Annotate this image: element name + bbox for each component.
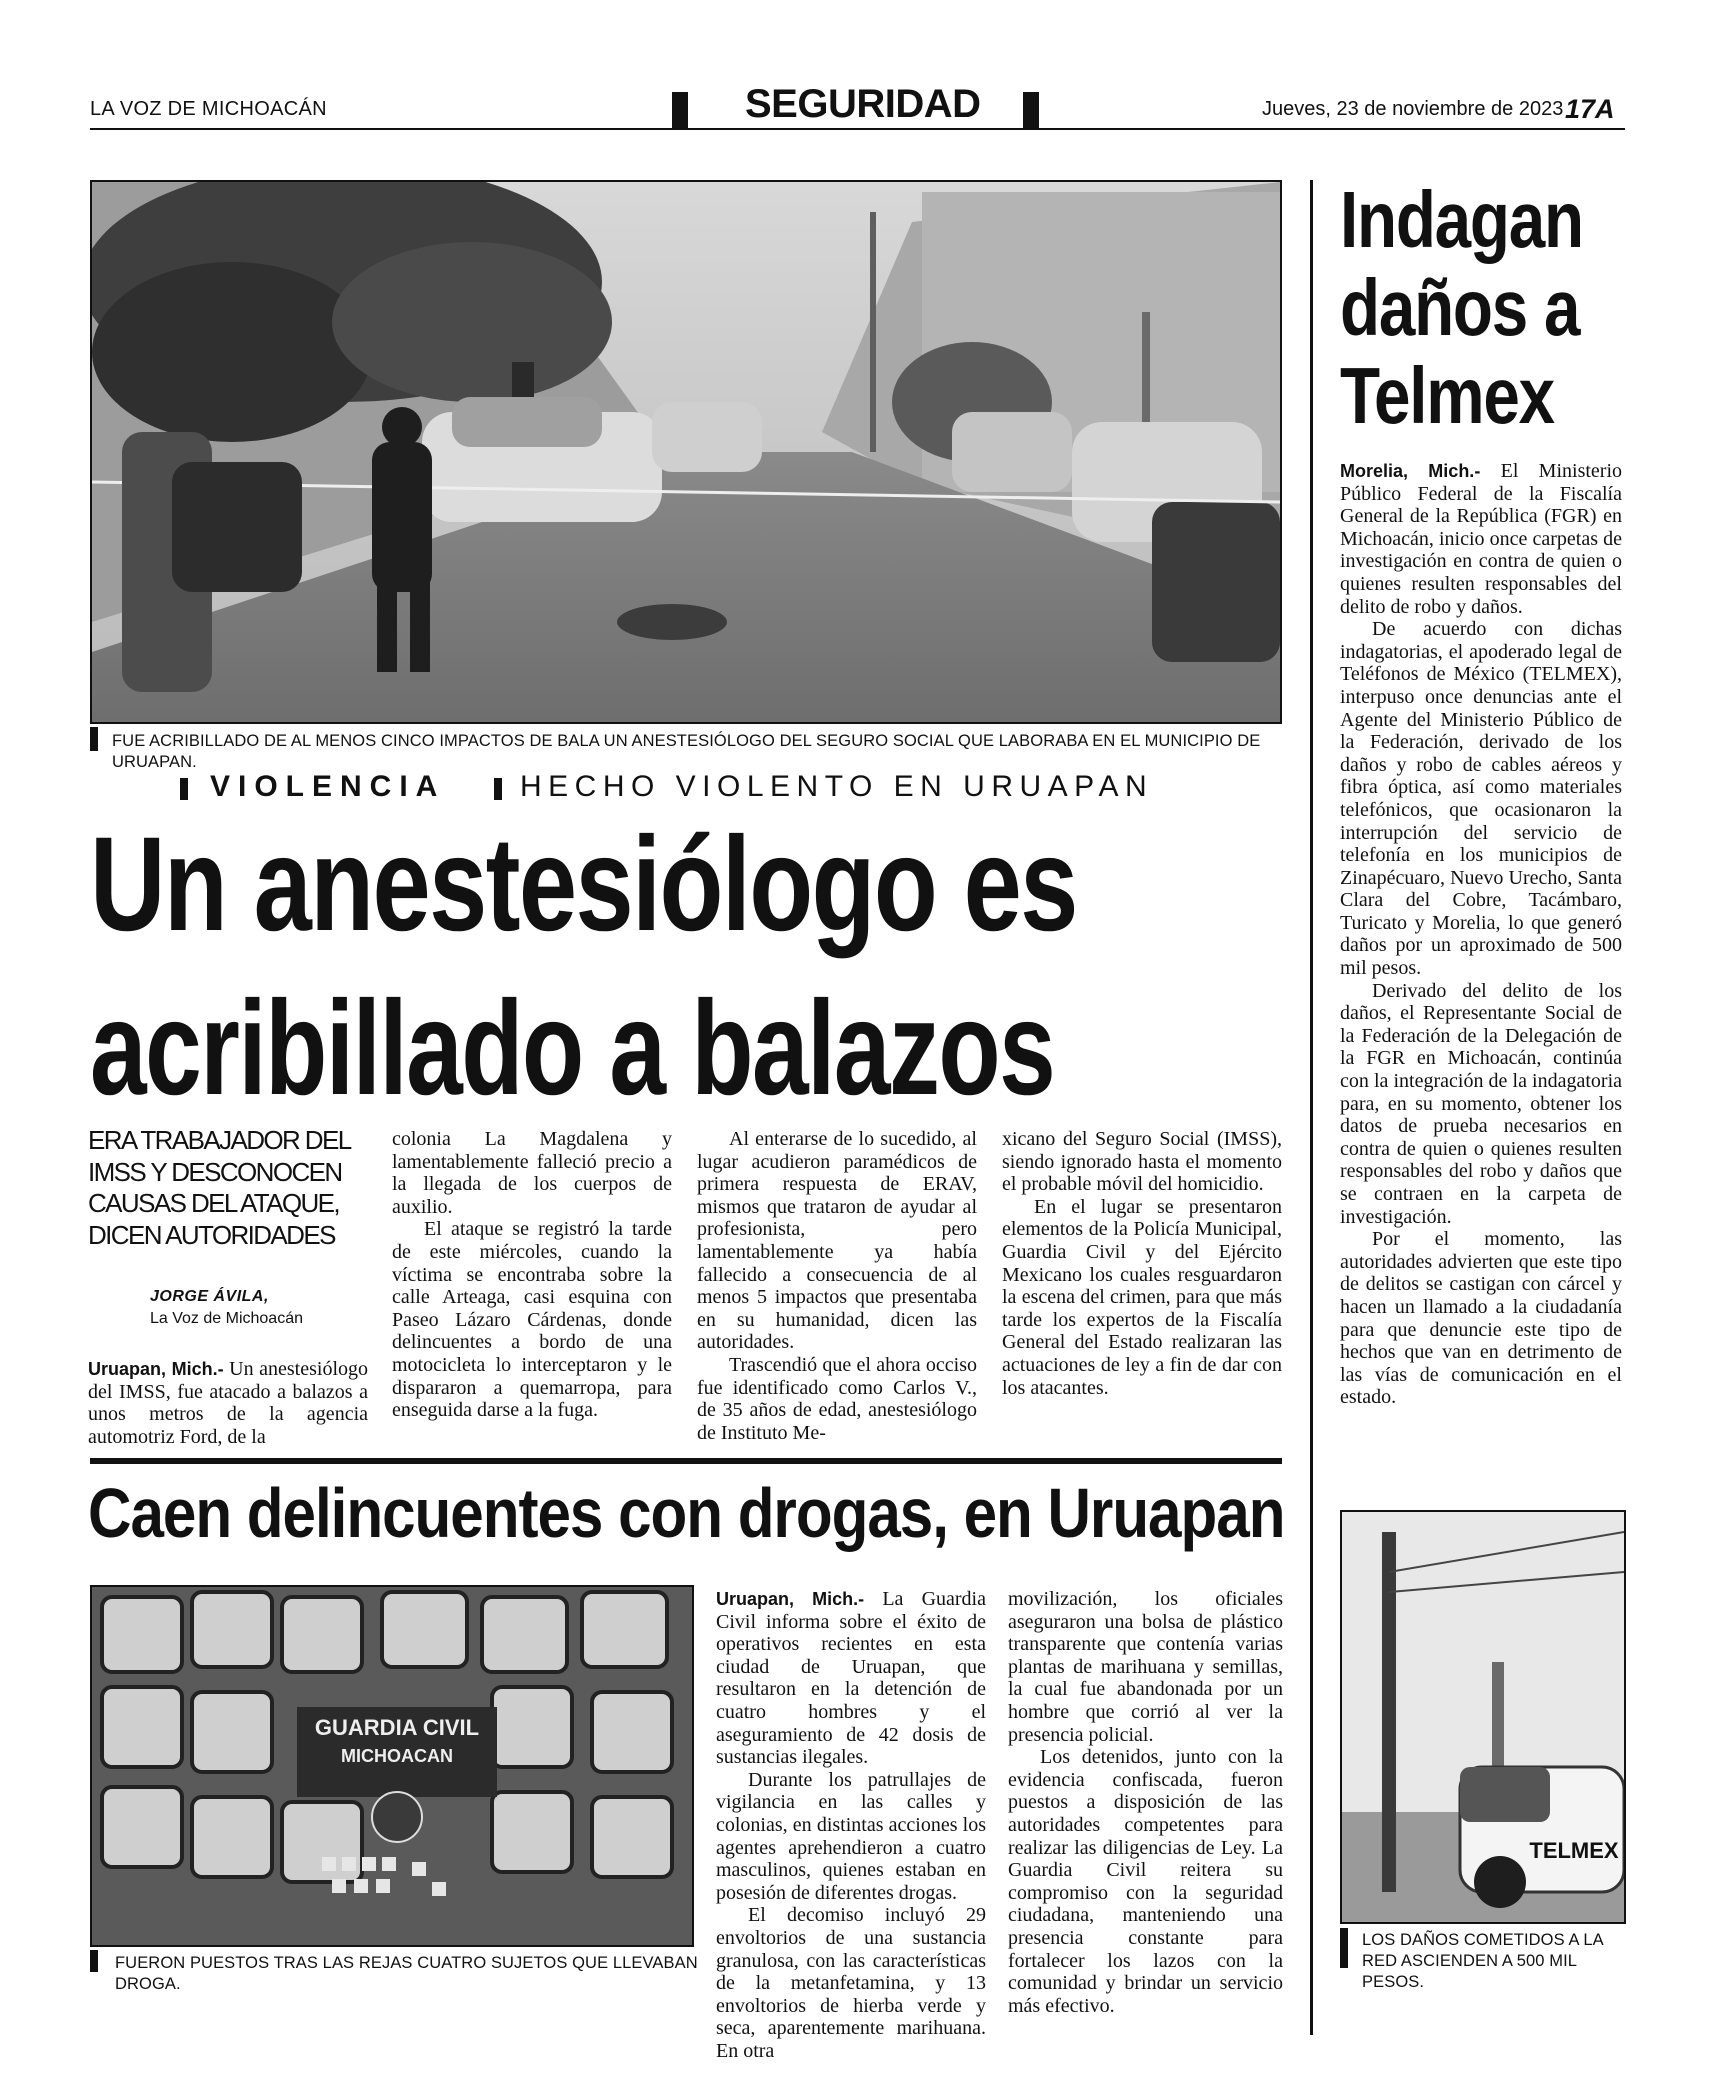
kicker-bar-mid <box>494 778 502 800</box>
section-bar-left <box>672 92 688 128</box>
photo-sign-line1: GUARDIA CIVIL <box>314 1715 480 1740</box>
telmex-logo-text: TELMEX <box>1529 1838 1619 1863</box>
lead-photo <box>90 180 1282 724</box>
second-column-1 <box>716 1588 986 2062</box>
header-rule <box>90 128 1625 130</box>
lead-photo-caption: FUE ACRIBILLADO DE AL MENOS CINCO IMPACTOS DE BALA UN ANESTESIÓLOGO DEL SEGURO SOCIAL QUE LABORABA EN EL MUNICIPIO DE URUAPAN. <box>112 732 1261 771</box>
lead-paragraph: El ataque se registró la tarde de este miércoles, cuando la víctima se encontraba sobre la calle Arteaga, casi esquina con Paseo Lázaro Cárdenas, donde delincuentes a bordo de una motocicleta lo interceptaron y le dispararon a quemarropa, para enseguida darse a la fuga. <box>392 1218 672 1422</box>
side-headline-line2: daños a <box>1340 263 1580 352</box>
section-label: SEGURIDAD <box>745 82 981 126</box>
byline-author: JORGE ÁVILA, <box>150 1288 269 1305</box>
lead-column-4 <box>1002 1128 1282 1399</box>
second-paragraph: movilización, los oficiales aseguraron una bolsa de plástico transparente que contenía varias plantas de marihuana y semillas, la cual fue abandonada por un hombre que corrió al ver la presencia policial. <box>1008 1588 1283 1746</box>
side-paragraph: De acuerdo con dichas indagatorias, el apoderado legal de Teléfonos de México (TELMEX), interpuso once denuncias ante el Agente del Ministerio Público de la Federación, derivado de los daños y robo de cables aéreos y fibra óptica, así como materiales telefónicos, que ocasionaron la interrupción del servicio de telefonía en los municipios de Zinapécuaro, Nuevo Urecho, Santa Clara del Cobre, Tacámbaro, Turicato y Morelia, lo que generó daños por un aproximado de 500 mil pesos. <box>1340 618 1622 980</box>
lead-column-3 <box>697 1128 977 1444</box>
second-photo-caption: FUERON PUESTOS TRAS LAS REJAS CUATRO SUJETOS QUE LLEVABAN DROGA. <box>115 1954 698 1993</box>
column-divider <box>1310 180 1313 2035</box>
lead-paragraph: xicano del Seguro Social (IMSS), siendo ignorado hasta el momento el probable móvil del homicidio. <box>1002 1128 1282 1196</box>
second-photo <box>90 1585 694 1947</box>
lead-column-2 <box>392 1128 672 1422</box>
side-photo <box>1340 1510 1626 1924</box>
caption-bar <box>90 1950 98 1972</box>
lead-paragraph: Un anestesiólogo del IMSS, fue atacado a balazos a unos metros de la agencia automotriz Ford, de la <box>88 1358 369 1448</box>
side-paragraph: Derivado del delito de los daños, el Representante Social de la Federación de la Delegación de la FGR en Michoacán, continúa con la integración de la indagatoria para, en su momento, obtener los datos de prueba necesarios en contra de quien o quienes resulten responsables del robo y daños que se contraen en la carpeta de investigación. <box>1340 979 1622 1228</box>
side-photo-caption: LOS DAÑOS COMETIDOS A LA RED ASCIENDEN A 500 MIL PESOS. <box>1362 1931 1603 1991</box>
lead-headline-line1: Un anestesiólogo es <box>90 810 1077 959</box>
page-number: 17A <box>1565 94 1615 124</box>
issue-date: Jueves, 23 de noviembre de 2023 <box>1262 98 1564 120</box>
kicker-bar-left <box>180 778 188 800</box>
side-headline-line3: Telmex <box>1340 351 1554 440</box>
side-paragraph: Por el momento, las autoridades advierten que este tipo de delitos se castigan con cárcel y hacen un llamado a la ciudadanía para que denuncie este tipo de hechos que van en detrimento de las vías de comunicación en el estado. <box>1340 1228 1622 1409</box>
lead-paragraph: Trascendió que el ahora occiso fue identificado como Carlos V., de 35 años de edad, anestesiólogo de Instituto Me- <box>697 1353 977 1444</box>
second-column-2 <box>1008 1588 1283 2017</box>
second-dateline: Uruapan, Mich.- <box>716 1589 865 1609</box>
caption-bar <box>1340 1928 1348 1968</box>
second-paragraph: El decomiso incluyó 29 envoltorios de una sustancia granulosa, con las características de la metanfetamina, y 13 envoltorios de hierba verde y seca, aparentemente marihuana. En otra <box>716 1904 986 2062</box>
second-headline: Caen delincuentes con drogas, en Uruapan <box>88 1474 1285 1552</box>
kicker-subtitle: HECHO VIOLENTO EN URUAPAN <box>520 770 1154 803</box>
seized-drugs-photo <box>92 1587 692 1945</box>
lead-deck: ERA TRABAJADOR DEL IMSS Y DESCONOCEN CAUSAS DEL ATAQUE, DICEN AUTORIDADES <box>88 1125 350 1250</box>
byline-outlet: La Voz de Michoacán <box>150 1310 303 1327</box>
lead-column-1 <box>88 1358 368 1448</box>
street-crime-scene-photo <box>92 182 1280 722</box>
second-paragraph: Durante los patrullajes de vigilancia en las calles y colonias, en distintas acciones los agentes aprehendieron a cuatro masculinos, quienes estaban en posesión de diferentes drogas. <box>716 1768 986 1904</box>
section-bar-right <box>1023 92 1039 128</box>
lead-paragraph: Al enterarse de lo sucedido, al lugar acudieron paramédicos de primera respuesta de ERAV, mismos que trataron de ayudar al profesionista, pero lamentablemente ya había fallecido a consecuencia de al menos 5 impactos que presentaba en su humanidad, dicen las autoridades. <box>697 1128 977 1354</box>
newspaper-name: LA VOZ DE MICHOACÁN <box>90 98 327 120</box>
second-paragraph: La Guardia Civil informa sobre el éxito de operativos recientes en esta ciudad de Uruapan, que resultaron en la detención de cuatro hombres y el aseguramiento de 42 dosis de sustancias ilegales. <box>716 1588 986 1769</box>
lead-paragraph: En el lugar se presentaron elementos de la Policía Municipal, Guardia Civil y del Ejército Mexicano los cuales resguardaron la escena del crimen, para que más tarde los expertos de la Fiscalía General del Estado realizaran las actuaciones de ley a fin de dar con los atacantes. <box>1002 1195 1282 1399</box>
side-dateline: Morelia, Mich.- <box>1340 461 1481 481</box>
photo-sign-line2: MICHOACAN <box>341 1746 453 1766</box>
lead-dateline: Uruapan, Mich.- <box>88 1359 224 1379</box>
side-headline-line1: Indagan <box>1340 175 1583 264</box>
side-column <box>1340 460 1622 1409</box>
side-paragraph: El Ministerio Público Federal de la Fiscalía General de la República (FGR) en Michoacán, inicio once carpetas de investigación en contra de quien o quienes resulten responsables del delito de robo y daños. <box>1340 460 1622 618</box>
lead-paragraph: colonia La Magdalena y lamentablemente falleció precio a la llegada de los cuerpos de auxilio. <box>392 1128 672 1218</box>
kicker-section: VIOLENCIA <box>210 770 446 803</box>
story-separator-rule <box>90 1458 1282 1464</box>
caption-bar <box>90 727 98 751</box>
lead-headline-line2: acribillado a balazos <box>90 974 1055 1123</box>
second-paragraph: Los detenidos, junto con la evidencia confiscada, fueron puestos a disposición de las autoridades competentes para realizar las diligencias de Ley. La Guardia Civil reitera su compromiso con la seguridad ciudadana, manteniendo una presencia constante para fortalecer los lazos con la comunidad y brindar un servicio más efectivo. <box>1008 1746 1283 2017</box>
telmex-truck-photo <box>1342 1512 1624 1922</box>
